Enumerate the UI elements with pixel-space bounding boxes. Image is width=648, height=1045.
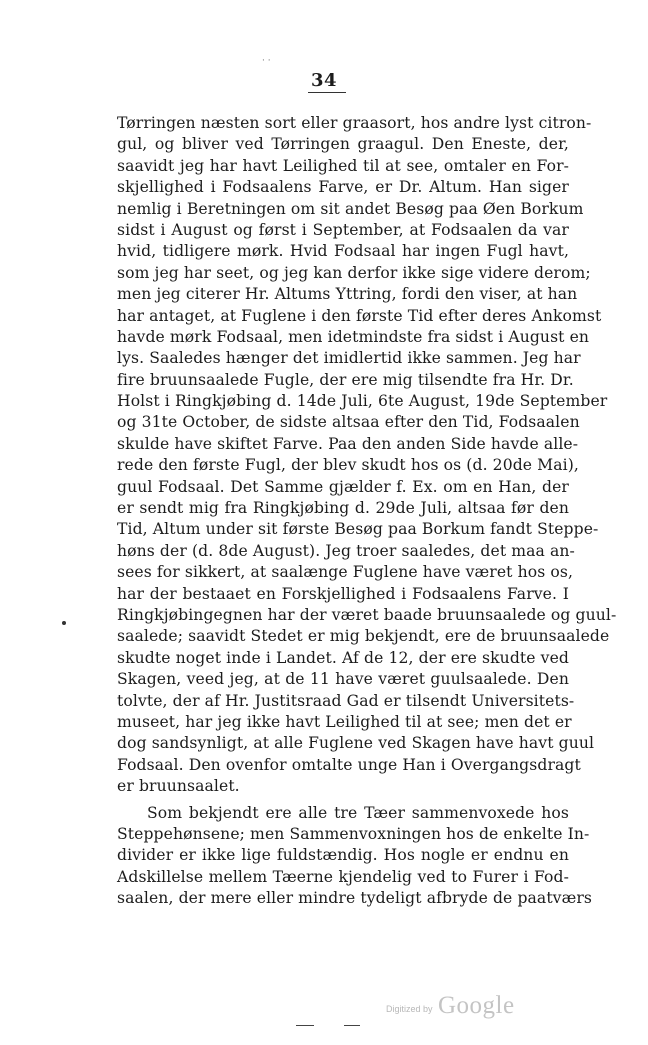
text-line: og 31te October, de sidste altsaa efter den Tid, Fodsaalen [117,413,580,432]
text-line: Skagen, veed jeg, at de 11 have været guulsaalede. Den [117,670,569,689]
text-line: høns der (d. 8de August). Jeg troer saaledes, det maa an- [117,541,575,560]
text-line: skulde have skiftet Farve. Paa den anden Side havde alle- [117,434,579,453]
text-line: divider er ikke lige fuldstændig. Hos nogle er endnu en [117,846,569,865]
text-line: tolvte, der af Hr. Justitsraad Gad er tilsendt Universitets- [117,691,575,710]
body-text [117,113,617,909]
text-line: lys. Saaledes hænger det imidlertid ikke sammen. Jeg har [117,349,581,368]
text-line: sidst i August og først i September, at Fodsaalen da var [117,220,569,239]
text-line: saavidt jeg har havt Leilighed til at see, omtaler en For- [117,156,569,175]
page-number-rule [308,92,346,93]
text-line: Steppehønsene; men Sammenvoxningen hos de enkelte In- [117,824,590,843]
text-line: dog sandsynligt, at alle Fuglene ved Skagen have havt guul [117,734,595,753]
text-line: skjellighed i Fodsaalens Farve, er Dr. Altum. Han siger [117,178,569,197]
text-line: Holst i Ringkjøbing d. 14de Juli, 6te August, 19de September [117,392,608,411]
watermark-prefix: Digitized by [386,1004,433,1014]
text-line: er bruunsaalet. [117,777,240,796]
text-line: saalede; saavidt Stedet er mig bekjendt, ere de bruunsaalede [117,627,610,646]
page-number: 34 [310,70,338,91]
text-line: rede den første Fugl, der blev skudt hos os (d. 20de Mai), [117,456,579,475]
text-line: Adskillelse mellem Tæerne kjendelig ved to Furer i Fod- [117,867,569,886]
text-line: men jeg citerer Hr. Altums Yttring, fordi den viser, at han [117,285,578,304]
text-line: museet, har jeg ikke havt Leilighed til at see; men det er [117,712,572,731]
text-line: som jeg har seet, og jeg kan derfor ikke sige videre derom; [117,263,591,282]
text-line: Ringkjøbingegnen har der været baade bruunsaalede og guul- [117,605,617,624]
text-line: Tørringen næsten sort eller graasort, hos andre lyst citron- [117,114,592,132]
text-line: Fodsaal. Den ovenfor omtalte unge Han i Overgangsdragt [117,755,581,774]
text-line: havde mørk Fodsaal, men idetmindste fra sidst i August en [117,327,590,346]
text-line: Som bekjendt ere alle tre Tæer sammenvoxede hos [147,803,569,822]
text-line: hvid, tidligere mørk. Hvid Fodsaal har ingen Fugl havt, [117,242,569,261]
footer-rule-left [296,1025,314,1026]
text-line: guul Fodsaal. Det Samme gjælder f. Ex. om en Han, der [117,477,569,496]
footer-rule-right [344,1025,360,1026]
google-watermark-logo: Google [438,992,515,1019]
text-line: har antaget, at Fuglene i den første Tid efter deres Ankomst [117,306,602,325]
margin-mark [62,621,66,625]
text-line: har der bestaaet en Forskjellighed i Fodsaalens Farve. I [117,584,569,603]
text-line: gul, og bliver ved Tørringen graagul. Den Eneste, der, [117,135,569,154]
text-line: Tid, Altum under sit første Besøg paa Borkum fandt Steppe- [117,520,599,539]
print-speck: · · [262,56,271,66]
text-line: skudte noget inde i Landet. Af de 12, der ere skudte ved [117,648,569,667]
text-line: nemlig i Beretningen om sit andet Besøg paa Øen Borkum [117,199,584,218]
text-line: fire bruunsaalede Fugle, der ere mig tilsendte fra Hr. Dr. [117,370,574,389]
text-line: sees for sikkert, at saalænge Fuglene have været hos os, [117,563,574,582]
text-line: saalen, der mere eller mindre tydeligt afbryde de paatværs [117,889,593,908]
text-line: er sendt mig fra Ringkjøbing d. 29de Juli, altsaa før den [117,499,569,518]
